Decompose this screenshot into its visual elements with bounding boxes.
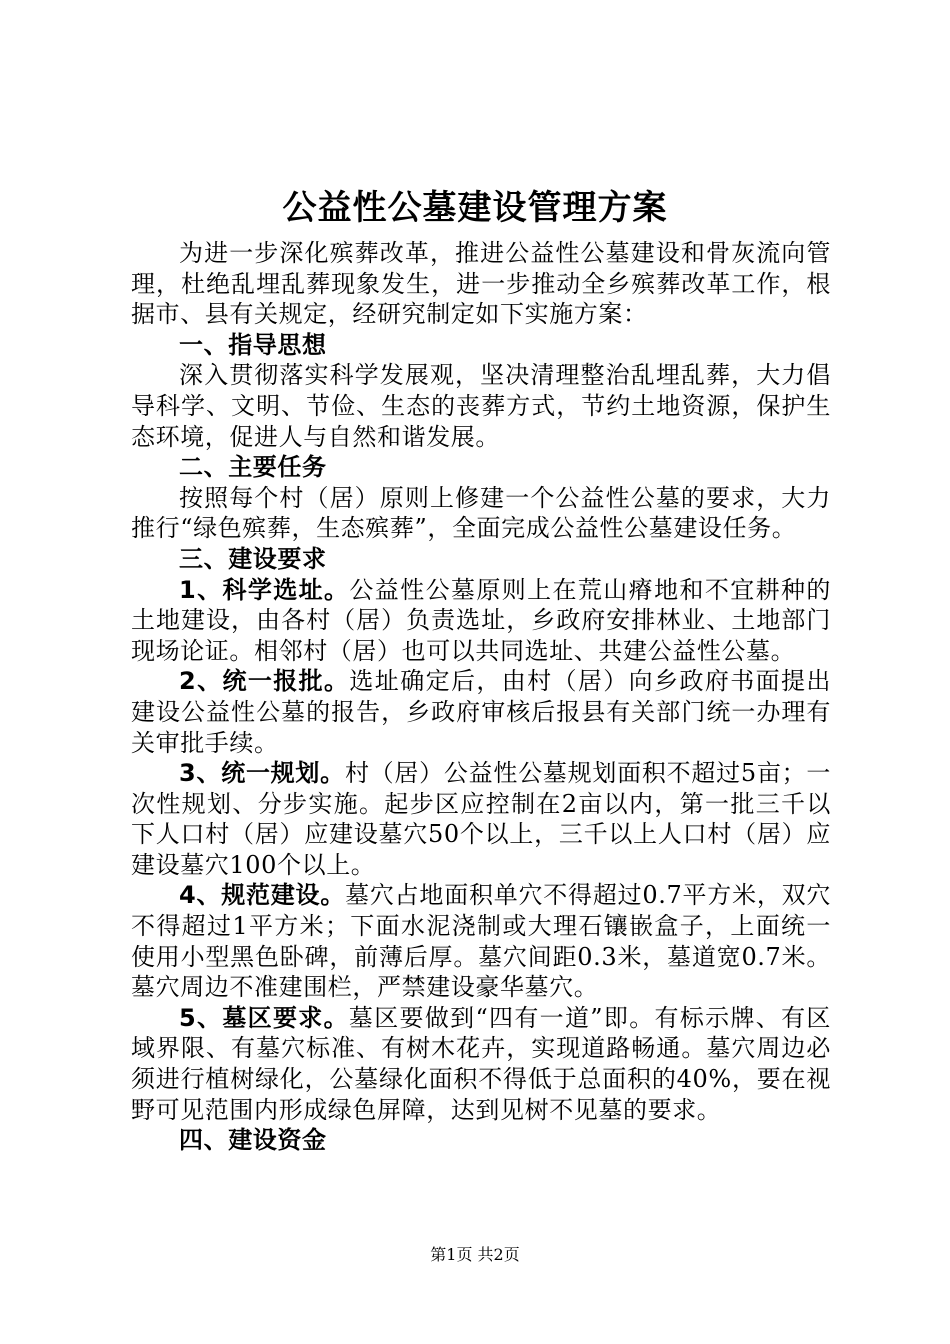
requirement-text: 选址确定后，由村（居）向乡政府书面提出建设公益性公墓的报告，乡政府审核后报县有关部门统一办理有关审批手续。 <box>131 667 831 757</box>
requirement-lead: 5、墓区要求。 <box>179 1003 349 1032</box>
requirement-item-approval <box>131 666 831 758</box>
requirement-lead: 1、科学选址。 <box>179 575 350 604</box>
requirement-lead: 2、统一报批。 <box>179 667 350 696</box>
section-heading-main-tasks: 二、主要任务 <box>179 453 327 482</box>
section-heading-guiding-thought: 一、指导思想 <box>179 330 327 359</box>
section-heading-construction-requirements: 三、建设要求 <box>179 544 327 573</box>
section-paragraph-guiding-thought: 深入贯彻落实科学发展观，坚决清理整治乱埋乱葬，大力倡导科学、文明、节俭、生态的丧葬方式，节约土地资源，保护生态环境，促进人与自然和谐发展。 <box>131 361 831 451</box>
requirement-item-planning <box>131 758 831 880</box>
requirement-item-site-selection <box>131 575 831 667</box>
section-heading-construction-funds: 四、建设资金 <box>179 1126 327 1155</box>
requirement-text: 公益性公墓原则上在荒山瘠地和不宜耕种的土地建设，由各村（居）负责选址，乡政府安排林业、土地部门现场论证。相邻村（居）也可以共同选址、共建公益性公墓。 <box>131 575 831 665</box>
intro-paragraph: 为进一步深化殡葬改革，推进公益性公墓建设和骨灰流向管理，杜绝乱埋乱葬现象发生，进一步推动全乡殡葬改革工作，根据市、县有关规定，经研究制定如下实施方案： <box>131 239 831 329</box>
page-footer: 第1页 共2页 <box>430 1245 520 1264</box>
requirement-item-cemetery-area <box>131 1003 831 1125</box>
section-paragraph-main-tasks: 按照每个村（居）原则上修建一个公益性公墓的要求，大力推行“绿色殡葬，生态殡葬”，全面完成公益性公墓建设任务。 <box>131 483 831 543</box>
requirement-text: 墓区要做到“四有一道”即。有标示牌、有区域界限、有墓穴标准、有树木花卉，实现道路畅通。墓穴周边必须进行植树绿化，公墓绿化面积不得低于总面积的40%，要在视野可见范围内形成绿色屏障，达到见树不见墓的要求。 <box>131 1003 831 1124</box>
requirement-item-standard-construction <box>131 880 831 1002</box>
document-body <box>131 238 831 1156</box>
requirement-text: 墓穴占地面积单穴不得超过0.7平方米，双穴不得超过1平方米；下面水泥浇制或大理石镶嵌盒子，上面统一使用小型黑色卧碑，前薄后厚。墓穴间距0.3米，墓道宽0.7米。墓穴周边不准建围栏，严禁建设豪华墓穴。 <box>131 881 831 1002</box>
page-title: 公益性公墓建设管理方案 <box>282 188 668 228</box>
requirement-text: 村（居）公益性公墓规划面积不超过5亩；一次性规划、分步实施。起步区应控制在2亩以内，第一批三千以下人口村（居）应建设墓穴50个以上，三千以上人口村（居）应建设墓穴100个以上。 <box>131 759 831 879</box>
requirement-lead: 4、规范建设。 <box>179 881 346 910</box>
requirement-lead: 3、统一规划。 <box>179 759 345 788</box>
